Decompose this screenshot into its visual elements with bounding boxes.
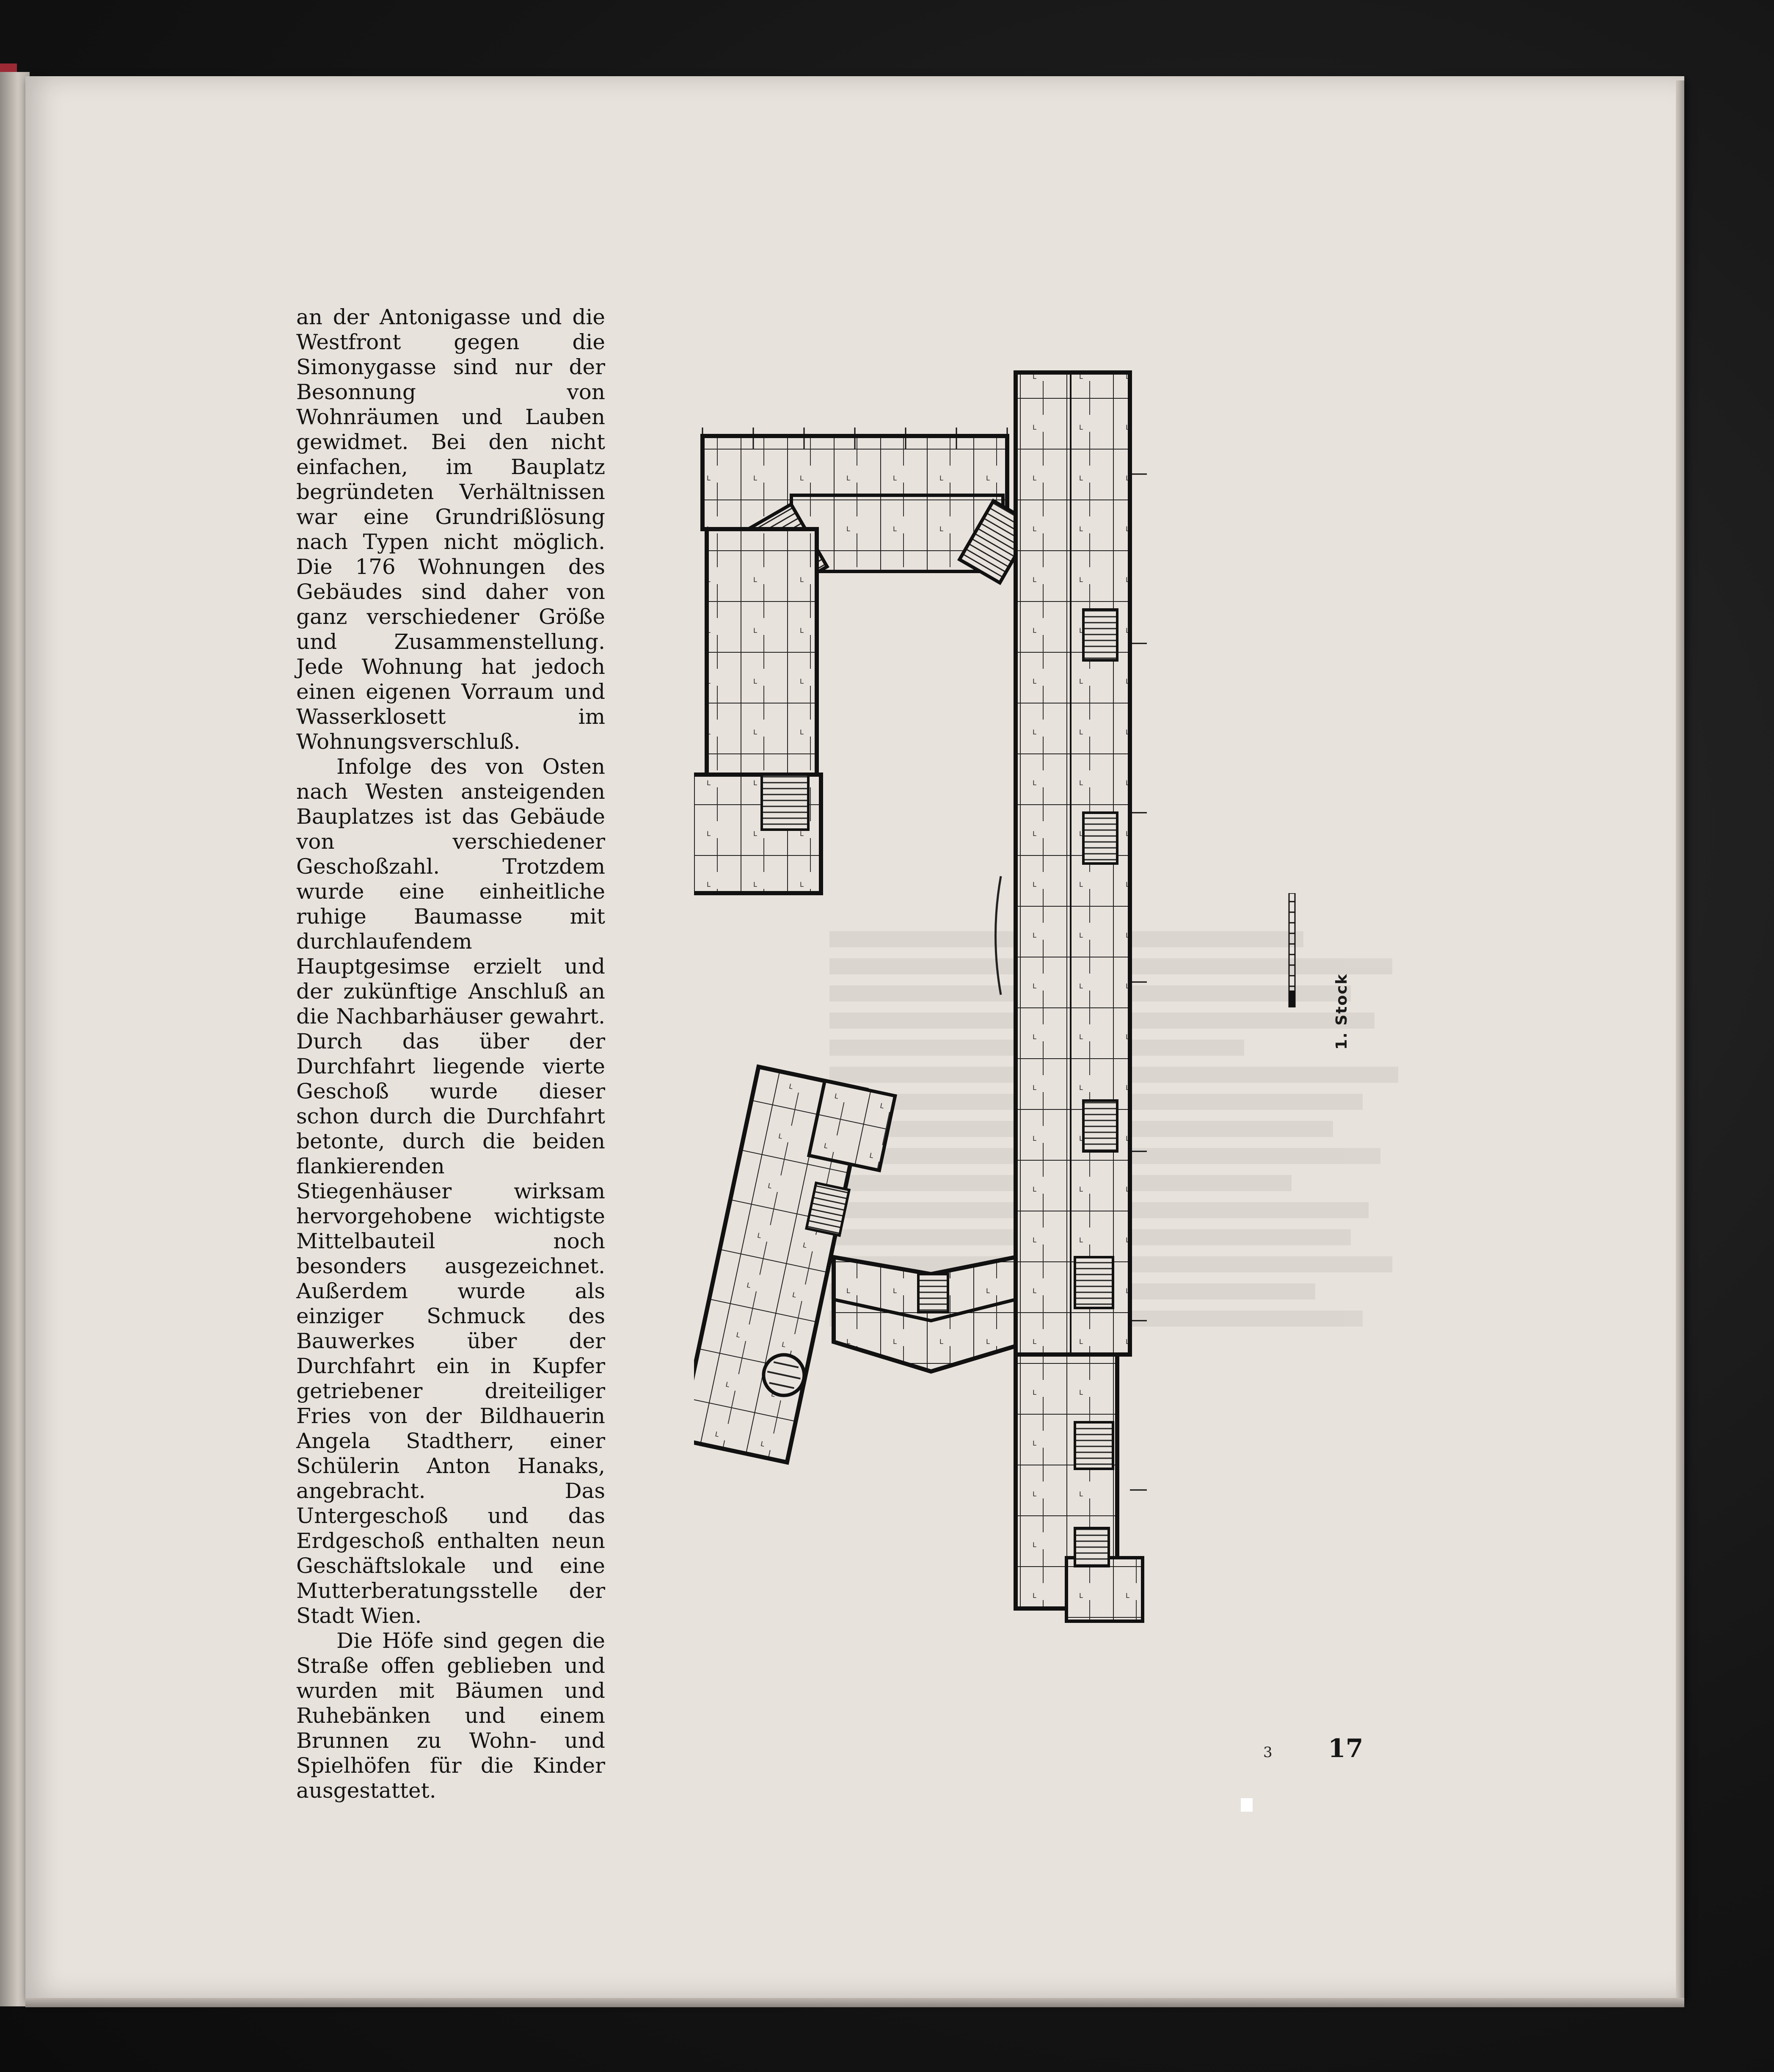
bottom-page-edge: [25, 1998, 1684, 2007]
scale-bar: [1286, 893, 1297, 1007]
floor-plan-caption: 1. Stock: [1333, 973, 1350, 1050]
page-number: 17: [1328, 1734, 1364, 1763]
body-text-column: [296, 305, 605, 1803]
signature-mark: 3: [1263, 1744, 1273, 1761]
south-wing: [834, 1257, 1016, 1371]
paragraph: Infolge des von Osten nach Westen ansteigenden Bauplatzes ist das Gebäude von verschiedener Geschoßzahl. Trotzdem wurde eine einheitliche ruhige Baumasse mit durchlaufendem Hauptgesimse erzielt und der zukünftige Anschluß an die Nachbarhäuser gewahrt. Durch das über der Durchfahrt liegende vierte Geschoß wurde dieser schon durch die Durchfahrt betonte, durch die beiden flankierenden Stiegenhäuser wirksam hervorgehobene wichtigste Mittelbauteil noch besonders ausgezeichnet. Außerdem wurde als einziger Schmuck des Bauwerkes über der Durchfahrt ein in Kupfer getriebener dreiteiliger Fries von der Bildhauerin Angela Stadtherr, einer Schülerin Anton Hanaks, angebracht. Das Untergeschoß und das Erdgeschoß enthalten neun Geschäftslokale und eine Mutterberatungsstelle der Stadt Wien.: [296, 754, 605, 1628]
east-long-wing: [996, 372, 1143, 1621]
paragraph: Die Höfe sind gegen die Straße offen geblieben und wurden mit Bäumen und Ruhebänken und einem Brunnen zu Wohn- und Spielhöfen für die Kinder ausgestattet.: [296, 1628, 605, 1803]
floor-plan-svg: [694, 347, 1337, 1668]
paper-speck: [1241, 1798, 1253, 1812]
right-page-edge: [1676, 80, 1684, 2002]
west-wing-upper: [694, 529, 821, 893]
floor-plan-drawing: [694, 347, 1337, 1668]
paragraph: an der Antonigasse und die Westfront gegen die Simonygasse sind nur der Besonnung von Wohnräumen und Lauben gewidmet. Bei den nicht einfachen, im Bauplatz begründeten Verhältnissen war eine Grundrißlösung nach Typen nicht möglich. Die 176 Wohnungen des Gebäudes sind daher von ganz verschiedener Größe und Zusammenstellung. Jede Wohnung hat jedoch einen eigenen Vorraum und Wasserklosett im Wohnungsverschluß.: [296, 305, 605, 754]
